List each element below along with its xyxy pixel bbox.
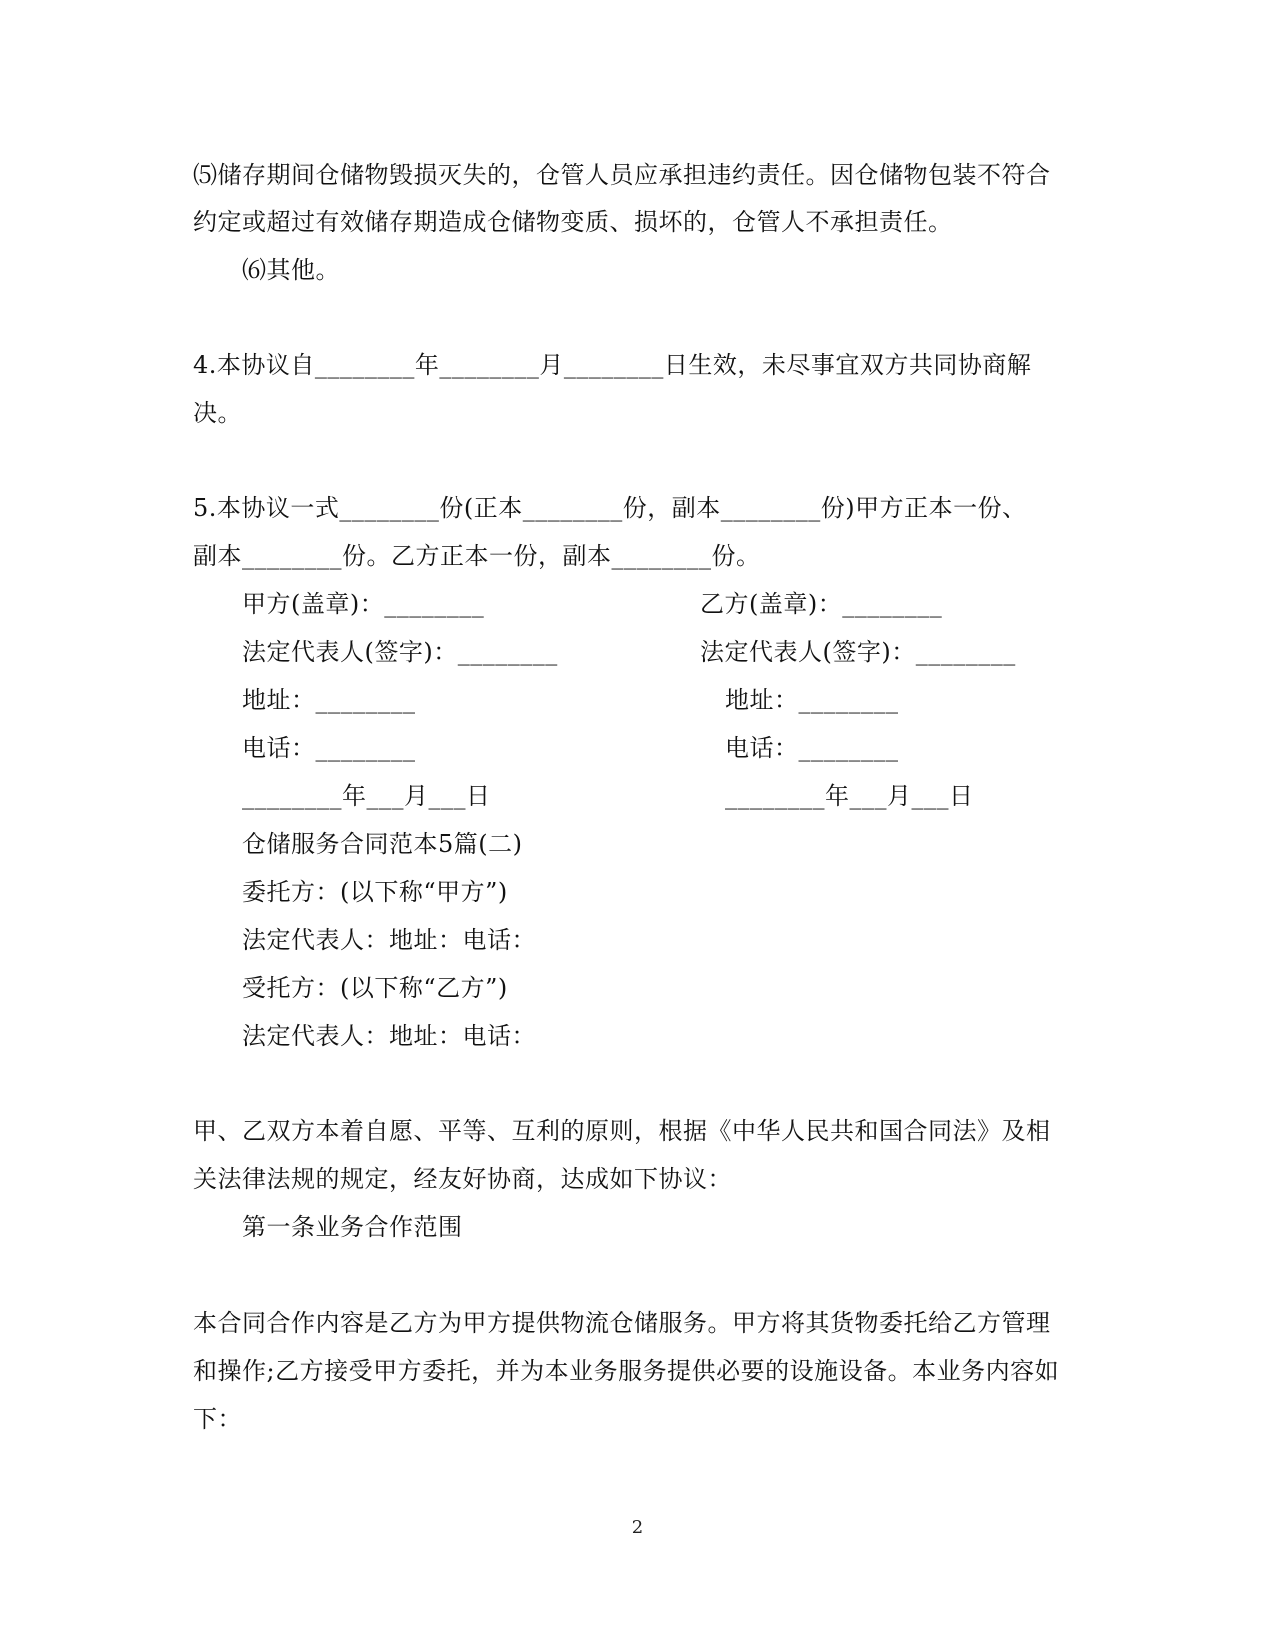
party-a-date: ________年___月___日 [242,782,491,810]
article-1-title: 第一条业务合作范围 [242,1213,463,1241]
party-a-seal: 甲方(盖章)：________ [242,590,485,618]
article-4-line-1: 4.本协议自________年________月________日生效，未尽事宜双方共同协商解 [193,351,1032,379]
party-b-phone: 电话：________ [725,734,899,762]
party-b-representative: 法定代表人(签字)：________ [700,638,1016,666]
client-party: 委托方：(以下称“甲方”) [242,878,508,906]
party-b-date: ________年___月___日 [725,782,974,810]
clause-5-line-2: 约定或超过有效储存期造成仓储物变质、损坏的，仓管人不承担责任。 [193,208,953,236]
clause-5-line-1: ⑸储存期间仓储物毁损灭失的，仓管人员应承担违约责任。因仓储物包装不符合 [193,161,1051,189]
contractor-party: 受托方：(以下称“乙方”) [242,974,508,1002]
clause-6: ⑹其他。 [242,256,340,284]
client-info: 法定代表人：地址：电话： [242,926,536,954]
party-b-address: 地址：________ [725,686,899,714]
page-number: 2 [631,1517,644,1538]
article-5-line-2: 副本________份。乙方正本一份，副本________份。 [193,542,761,570]
party-a-representative: 法定代表人(签字)：________ [242,638,558,666]
party-a-phone: 电话：________ [242,734,416,762]
party-b-seal: 乙方(盖章)：________ [700,590,943,618]
article-1-line-2: 和操作;乙方接受甲方委托，并为本业务服务提供必要的设施设备。本业务内容如 [193,1357,1060,1385]
party-a-address: 地址：________ [242,686,416,714]
article-4-line-2: 决。 [193,399,242,427]
contractor-info: 法定代表人：地址：电话： [242,1022,536,1050]
article-1-line-3: 下： [193,1405,242,1433]
preamble-line-1: 甲、乙双方本着自愿、平等、互利的原则，根据《中华人民共和国合同法》及相 [193,1117,1051,1145]
article-1-line-1: 本合同合作内容是乙方为甲方提供物流仓储服务。甲方将其货物委托给乙方管理 [193,1309,1051,1337]
article-5-line-1: 5.本协议一式________份(正本________份，副本________份)甲方正本一份、 [193,494,1027,522]
contract-2-title: 仓储服务合同范本5篇(二) [242,830,523,858]
preamble-line-2: 关法律法规的规定，经友好协商，达成如下协议： [193,1165,732,1193]
